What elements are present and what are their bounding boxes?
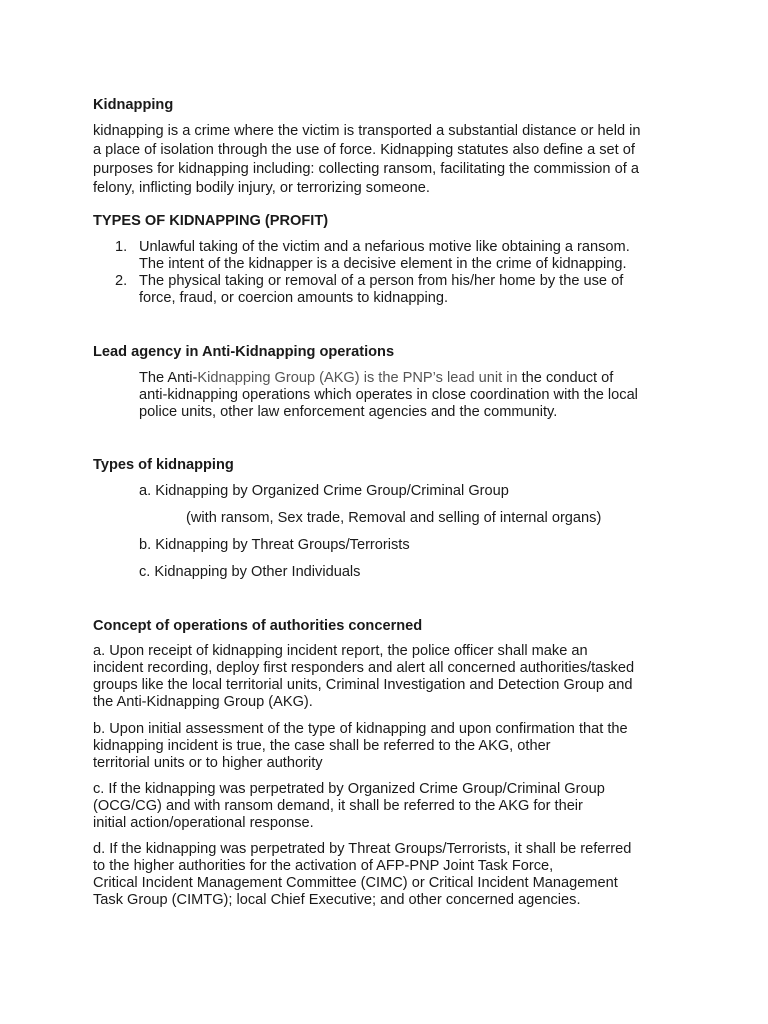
- text-line: the Anti-Kidnapping Group (AKG).: [93, 694, 313, 710]
- text-line: b. Upon initial assessment of the type of kidnapping and upon confirmation that the: [93, 721, 628, 737]
- list-item: [93, 239, 693, 273]
- text-line: anti-kidnapping operations which operates in close coordination with the local: [139, 387, 638, 403]
- text-line: a place of isolation through the use of force. Kidnapping statutes also define a set of: [93, 142, 635, 158]
- heading-concept-of-operations: Concept of operations of authorities concerned: [93, 618, 423, 634]
- text-line: purposes for kidnapping including: collecting ransom, facilitating the commission of a: [93, 161, 639, 177]
- type-item-a-detail: (with ransom, Sex trade, Removal and selling of internal organs): [186, 510, 602, 526]
- text-line: a. Upon receipt of kidnapping incident report, the police officer shall make an: [93, 643, 588, 659]
- text-line: The physical taking or removal of a person from his/her home by the use of: [139, 273, 624, 289]
- text-line: police units, other law enforcement agencies and the community.: [139, 404, 558, 420]
- text-line: incident recording, deploy first responders and alert all concerned authorities/tasked: [93, 660, 635, 676]
- heading-types-profit: TYPES OF KIDNAPPING (PROFIT): [93, 213, 329, 229]
- text-line: to the higher authorities for the activation of AFP-PNP Joint Task Force,: [93, 858, 554, 874]
- list-number: 2.: [115, 273, 128, 289]
- text-line: [139, 370, 699, 387]
- text-line: kidnapping is a crime where the victim is transported a substantial distance or held in: [93, 123, 641, 139]
- text-line: initial action/operational response.: [93, 815, 314, 831]
- list-number: 1.: [115, 239, 128, 255]
- text-line: d. If the kidnapping was perpetrated by Threat Groups/Terrorists, it shall be referred: [93, 841, 632, 857]
- text-line: Unlawful taking of the victim and a nefarious motive like obtaining a ransom.: [139, 239, 630, 255]
- text-line: Critical Incident Management Committee (CIMC) or Critical Incident Management: [93, 875, 618, 891]
- text-line: groups like the local territorial units, Criminal Investigation and Detection Group and: [93, 677, 633, 693]
- list-item: [93, 273, 693, 307]
- type-item-a: a. Kidnapping by Organized Crime Group/Criminal Group: [139, 483, 509, 499]
- text-line: (OCG/CG) and with ransom demand, it shall be referred to the AKG for their: [93, 798, 583, 814]
- operations-paragraph-c: [93, 781, 693, 832]
- text-segment-light: Kidnapping Group (AKG) is the PNP’s lead unit in: [197, 370, 518, 386]
- text-line: c. If the kidnapping was perpetrated by Organized Crime Group/Criminal Group: [93, 781, 605, 797]
- text-line: force, fraud, or coercion amounts to kidnapping.: [139, 290, 449, 306]
- text-line: felony, inflicting bodily injury, or terrorizing someone.: [93, 180, 430, 196]
- text-line: The intent of the kidnapper is a decisive element in the crime of kidnapping.: [139, 256, 627, 272]
- kidnapping-definition: [93, 122, 693, 198]
- type-item-c: c. Kidnapping by Other Individuals: [139, 564, 361, 580]
- types-profit-list: [93, 239, 693, 307]
- text-line: Task Group (CIMTG); local Chief Executive; and other concerned agencies.: [93, 892, 581, 908]
- lead-agency-paragraph: [139, 370, 699, 421]
- text-segment: The Anti-: [139, 370, 198, 386]
- text-line: kidnapping incident is true, the case shall be referred to the AKG, other: [93, 738, 551, 754]
- text-line: territorial units or to higher authority: [93, 755, 323, 771]
- text-segment: the conduct of: [517, 370, 614, 386]
- heading-kidnapping: Kidnapping: [93, 97, 174, 113]
- type-item-b: b. Kidnapping by Threat Groups/Terrorists: [139, 537, 410, 553]
- operations-paragraph-d: [93, 841, 693, 909]
- heading-types-of-kidnapping: Types of kidnapping: [93, 457, 234, 473]
- operations-paragraph-b: [93, 721, 693, 772]
- heading-lead-agency: Lead agency in Anti-Kidnapping operations: [93, 344, 395, 360]
- operations-paragraph-a: [93, 643, 693, 711]
